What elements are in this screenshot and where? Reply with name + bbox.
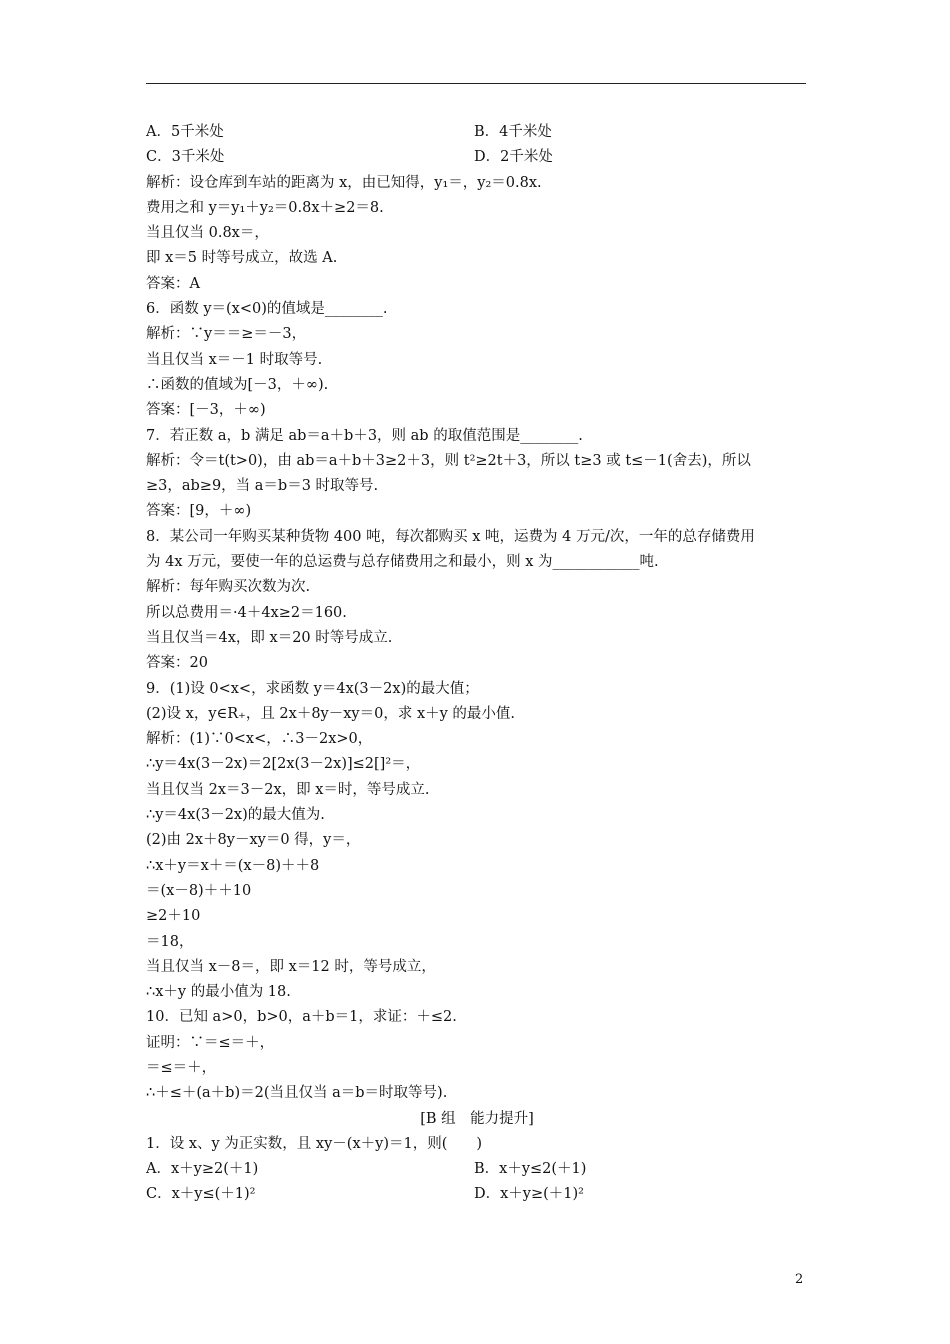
option-left: A．5千米处 — [146, 124, 224, 140]
text-line: ∴x＋y＝x＋＝(x－8)＋＋8 — [146, 857, 320, 874]
text-line: 当且仅当＝4x，即 x＝20 时等号成立. — [146, 629, 393, 646]
text-line: 当且仅当 0.8x＝， — [146, 225, 269, 242]
text-line: (2)由 2x＋8y－xy＝0 得，y＝， — [146, 832, 361, 849]
header-rule — [146, 83, 806, 84]
text-line: ∴x＋y 的最小值为 18. — [146, 984, 291, 1001]
text-line: 10．已知 a>0，b>0，a＋b＝1，求证：＋≤2. — [146, 1009, 457, 1026]
option-left: C．3千米处 — [146, 149, 225, 166]
text-line: 1．设 x、y 为正实数，且 xy－(x＋y)＝1，则( ) — [146, 1135, 483, 1152]
section-heading: [B 组 能力提升] — [420, 1110, 534, 1127]
document-body — [146, 120, 808, 1208]
text-line: ≥3，ab≥9，当 a＝b＝3 时取等号. — [146, 478, 379, 495]
text-line: 解析：令＝t(t>0)，由 ab＝a＋b＋3≥2＋3，则 t²≥2t＋3，所以 t≥3 或 t≤－1(舍去)，所以 — [146, 452, 751, 469]
option-left: C．x＋y≤(＋1)² — [146, 1186, 256, 1203]
text-line: ∴y＝4x(3－2x)＝2[2x(3－2x)]≤2[]²＝， — [146, 756, 421, 773]
option-right: B．x＋y≤2(＋1) — [474, 1161, 587, 1178]
text-line: ＝(x－8)＋＋10 — [146, 882, 252, 899]
text-line: 费用之和 y＝y₁＋y₂＝0.8x＋≥2＝8. — [146, 199, 384, 216]
text-line: 答案：20 — [146, 655, 208, 672]
text-line: 7．若正数 a，b 满足 ab＝a＋b＋3，则 ab 的取值范围是________. — [146, 427, 583, 444]
text-line: 当且仅当 x＝－1 时取等号. — [146, 351, 323, 368]
text-line: 当且仅当 2x＝3－2x，即 x＝时，等号成立. — [146, 781, 430, 798]
text-line: 解析：(1)∵0<x<，∴3－2x>0， — [146, 731, 373, 748]
text-line: 答案：A — [146, 275, 200, 292]
text-line: 答案：[－3，＋∞) — [146, 402, 266, 419]
answer-options-row — [146, 1182, 808, 1207]
answer-options-row — [146, 120, 808, 145]
text-line: 证明：∵＝≤＝＋， — [146, 1034, 275, 1051]
option-right: D．x＋y≥(＋1)² — [474, 1186, 584, 1203]
text-line: 即 x＝5 时等号成立，故选 A. — [146, 250, 338, 267]
text-line: 当且仅当 x－8＝，即 x＝12 时，等号成立， — [146, 958, 436, 975]
text-line: ≥2＋10 — [146, 908, 201, 925]
option-right: D．2千米处 — [474, 149, 553, 166]
text-line: ∴＋≤＋(a＋b)＝2(当且仅当 a＝b＝时取等号). — [146, 1085, 448, 1102]
text-line: ∴y＝4x(3－2x)的最大值为. — [146, 807, 325, 824]
answer-options-row — [146, 1157, 808, 1182]
text-line: ＝≤＝＋， — [146, 1059, 217, 1076]
text-line: (2)设 x，y∈R₊，且 2x＋8y－xy＝0，求 x＋y 的最小值. — [146, 705, 516, 722]
text-line: ∴函数的值域为[－3，＋∞). — [146, 376, 329, 393]
option-left: A．x＋y≥2(＋1) — [146, 1161, 259, 1178]
text-line: ＝18， — [146, 933, 194, 950]
text-line: 9．(1)设 0<x<，求函数 y＝4x(3－2x)的最大值； — [146, 680, 479, 697]
text-line: 6．函数 y＝(x<0)的值域是________. — [146, 301, 388, 318]
option-right: B．4千米处 — [474, 124, 552, 140]
text-line: 所以总费用＝·4＋4x≥2＝160. — [146, 604, 347, 621]
page-number: 2 — [795, 1272, 804, 1287]
text-line: 8．某公司一年购买某种货物 400 吨，每次都购买 x 吨，运费为 4 万元/次，一年的总存储费用 — [146, 528, 755, 545]
answer-options-row — [146, 145, 808, 170]
text-line: 为 4x 万元，要使一年的总运费与总存储费用之和最小，则 x 为____________吨. — [146, 554, 659, 571]
text-line: 解析：∵y＝＝≥＝－3， — [146, 326, 307, 343]
text-line: 解析：每年购买次数为次. — [146, 579, 311, 596]
text-line: 答案：[9，＋∞) — [146, 503, 252, 520]
text-line: 解析：设仓库到车站的距离为 x，由已知得，y₁＝，y₂＝0.8x. — [146, 174, 542, 191]
